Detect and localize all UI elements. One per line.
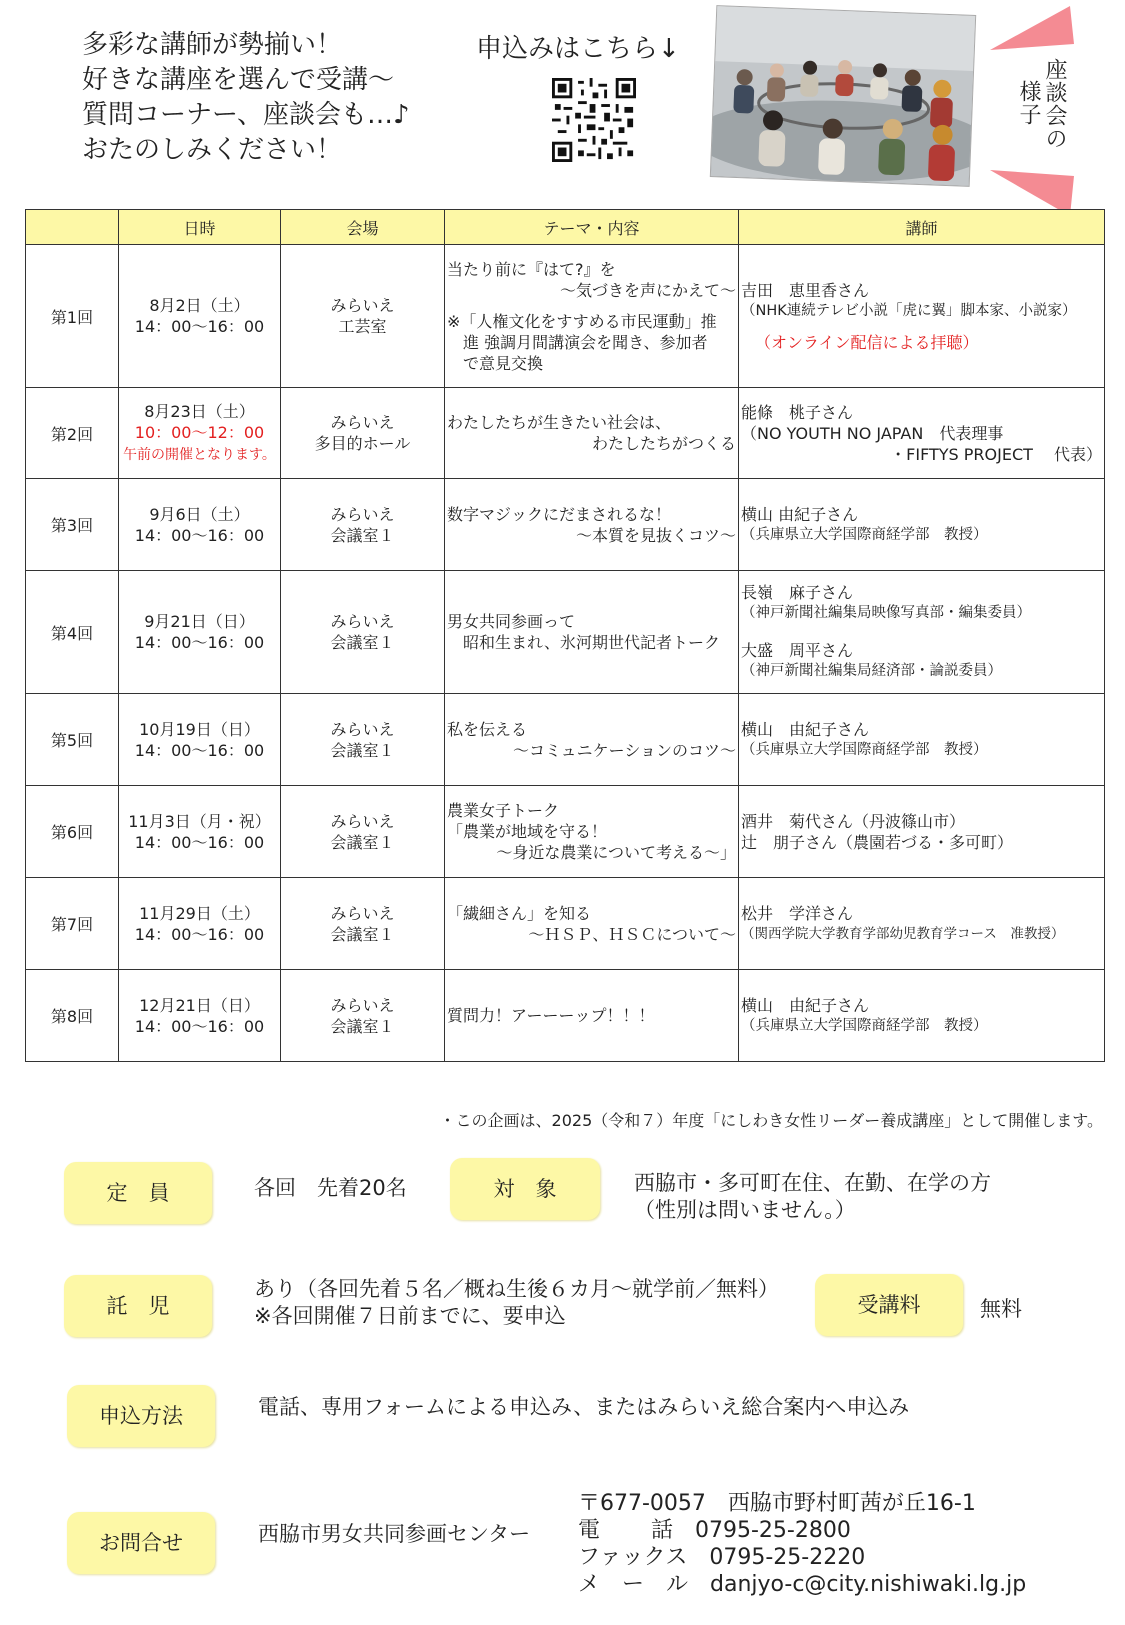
- venue-room: 工芸室: [338, 317, 387, 336]
- session-theme: [445, 786, 739, 878]
- session-theme: [445, 571, 739, 694]
- session-number: 第7回: [26, 878, 119, 970]
- table-row: [26, 970, 1105, 1062]
- contact-phone: 電 話 0795-25-2800: [578, 1518, 851, 1543]
- venue-name: みらいえ: [330, 719, 395, 739]
- theme-line: 男女共同参画って: [447, 612, 576, 631]
- session-theme: [445, 878, 739, 970]
- session-lecturer: [739, 479, 1105, 571]
- intro-line: おたのしみください！: [82, 135, 343, 165]
- lecturer-affiliation: （兵庫県立大学国際商経学部 教授）: [741, 741, 988, 758]
- theme-line: ～身近な農業について考える～」: [496, 843, 736, 862]
- lecturer-affiliation: （関西学院大学教育学部幼児教育学コース 准教授）: [741, 925, 1065, 942]
- photo-caption: [1012, 58, 1072, 168]
- time: 14：00～16：00: [134, 525, 265, 545]
- theme-line: わたしたちがつくる: [591, 434, 736, 453]
- venue-name: みらいえ: [330, 296, 395, 315]
- session-theme: [445, 245, 739, 388]
- time: 14：00～16：00: [134, 832, 265, 852]
- theme-line: 私を伝える: [447, 719, 528, 739]
- venue-room: 会議室１: [330, 1016, 395, 1036]
- lecturer-affiliation: （NHK連続テレビ小説「虎に翼」脚本家、小説家）: [741, 302, 1077, 319]
- lecturer-affiliation: （兵庫県立大学国際商経学部 教授）: [741, 1017, 988, 1034]
- table-row: [26, 694, 1105, 786]
- venue-name: みらいえ: [330, 413, 395, 432]
- session-date: [119, 694, 281, 786]
- lecturer-affiliation: ・FIFTYS PROJECT 代表）: [890, 444, 1102, 464]
- contact-details: [578, 1490, 1026, 1598]
- table-row: [26, 571, 1105, 694]
- lecturer-name: 大盛 周平さん: [741, 641, 854, 660]
- intro-line: 多彩な講師が勢揃い！: [82, 30, 343, 60]
- venue-name: みらいえ: [330, 995, 395, 1015]
- caption-col2: 様子: [1016, 80, 1041, 126]
- header-cell: テーマ・内容: [445, 210, 739, 245]
- header-cell: [26, 210, 119, 245]
- session-lecturer: [739, 786, 1105, 878]
- theme-line: ～本質を見抜くコツ～: [575, 525, 736, 545]
- intro-line: 質問コーナー、座談会も…♪: [82, 100, 410, 130]
- table-row: [26, 479, 1105, 571]
- session-number: 第3回: [26, 479, 119, 571]
- session-venue: [281, 786, 445, 878]
- venue-room: 多目的ホール: [314, 434, 411, 453]
- theme-line: 昭和生まれ、氷河期世代記者トーク: [463, 633, 720, 652]
- session-venue: [281, 694, 445, 786]
- venue-room: 会議室１: [330, 633, 395, 652]
- session-venue: [281, 970, 445, 1062]
- qr-code-icon[interactable]: [552, 78, 636, 162]
- lecturer-name: 松井 学洋さん: [741, 903, 854, 923]
- venue-name: みらいえ: [330, 903, 395, 923]
- caption-col1: 座談会の: [1042, 58, 1067, 150]
- fee-value: 無料: [980, 1297, 1022, 1321]
- session-lecturer: [739, 245, 1105, 388]
- session-theme: [445, 479, 739, 571]
- date: 11月29日（土）: [139, 903, 260, 923]
- session-number: 第6回: [26, 786, 119, 878]
- session-date: [119, 245, 281, 388]
- session-lecturer: [739, 571, 1105, 694]
- date: 8月2日（土）: [149, 296, 250, 315]
- venue-name: みらいえ: [330, 612, 395, 631]
- header-cell: 日時: [119, 210, 281, 245]
- accent-triangle-top: [990, 6, 1080, 54]
- theme-line: 当たり前に『はて?』を: [447, 259, 616, 279]
- intro-line: 好きな講座を選んで受講～: [82, 65, 395, 95]
- capacity-value: 各回 先着20名: [254, 1176, 407, 1200]
- session-venue: [281, 878, 445, 970]
- target-line: （性別は問いません。）: [634, 1198, 856, 1222]
- contact-org: 西脇市男女共同参画センター: [258, 1522, 531, 1546]
- childcare-label: 託 児: [64, 1275, 212, 1337]
- theme-line: 数字マジックにだまされるな！: [447, 504, 672, 524]
- venue-name: みらいえ: [330, 504, 395, 524]
- childcare-line: あり（各回先着５名／概ね生後６カ月～就学前／無料）: [254, 1277, 779, 1301]
- target-line: 西脇市・多可町在住、在勤、在学の方: [634, 1171, 991, 1195]
- time: 14：00～16：00: [134, 633, 265, 652]
- header-cell: 会場: [281, 210, 445, 245]
- contact-label: お問合せ: [67, 1512, 215, 1574]
- session-date: [119, 878, 281, 970]
- schedule-table: [25, 209, 1105, 1062]
- session-venue: [281, 571, 445, 694]
- lecturer-affiliation: （兵庫県立大学国際商経学部 教授）: [741, 526, 988, 543]
- contact-email[interactable]: メ ー ル danjyo-c@city.nishiwaki.lg.jp: [578, 1572, 1027, 1597]
- lecturer-name: 辻 朋子さん（農園若づる・多可町）: [741, 832, 1014, 852]
- time: 14：00～16：00: [134, 317, 265, 336]
- date: 9月21日（日）: [144, 612, 255, 631]
- session-date: [119, 388, 281, 479]
- theme-line: 「農業が地域を守る！: [447, 822, 608, 841]
- session-venue: [281, 479, 445, 571]
- lecturer-name: 吉田 恵里香さん: [741, 280, 870, 300]
- childcare-value: [254, 1276, 779, 1330]
- time: 14：00～16：00: [134, 924, 265, 944]
- theme-line: 質問力！アーーーップ！！！: [447, 1006, 655, 1025]
- theme-line: 農業女子トーク: [447, 801, 560, 820]
- venue-name: みらいえ: [330, 811, 395, 831]
- table-header-row: [26, 210, 1105, 245]
- theme-line: ～ＨＳＰ、ＨＳＣについて～: [528, 924, 736, 944]
- session-date: [119, 970, 281, 1062]
- session-venue: [281, 245, 445, 388]
- session-lecturer: [739, 694, 1105, 786]
- contact-address: 〒677-0057 西脇市野村町茜が丘16-1: [578, 1491, 976, 1516]
- theme-line: ※「人権文化をすすめる市民運動」推: [447, 311, 717, 331]
- fee-label: 受講料: [815, 1274, 963, 1336]
- session-number: 第4回: [26, 571, 119, 694]
- capacity-label: 定 員: [64, 1162, 212, 1224]
- online-note: （オンライン配信による拝聴）: [755, 332, 979, 352]
- header-cell: 講師: [739, 210, 1105, 245]
- session-lecturer: [739, 878, 1105, 970]
- venue-room: 会議室１: [330, 740, 395, 760]
- lecturer-name: 横山 由紀子さん: [741, 504, 859, 524]
- lecturer-affiliation: （神戸新聞社編集局経済部・論説委員）: [741, 663, 1002, 679]
- lecturer-name: 酒井 菊代さん（丹波篠山市）: [741, 811, 966, 831]
- theme-line: わたしたちが生きたい社会は、: [447, 413, 672, 432]
- discussion-photo: [710, 5, 976, 187]
- contact-fax: ファックス 0795-25-2220: [578, 1545, 866, 1570]
- theme-line: ～気づきを声にかえて～: [559, 280, 736, 300]
- lecturer-name: 横山 由紀子さん: [741, 719, 870, 739]
- intro-text: [82, 28, 410, 168]
- date: 8月23日（土）: [144, 401, 255, 421]
- date: 10月19日（日）: [139, 719, 260, 739]
- theme-line: で意見交換: [463, 353, 544, 373]
- venue-room: 会議室１: [330, 525, 395, 545]
- session-number: 第2回: [26, 388, 119, 479]
- apply-method-label: 申込方法: [67, 1385, 215, 1447]
- venue-room: 会議室１: [330, 924, 395, 944]
- lecturer-name: 長嶺 麻子さん: [741, 583, 854, 602]
- table-row: [26, 878, 1105, 970]
- session-theme: [445, 388, 739, 479]
- theme-line: 進 強調月間講演会を聞き、参加者: [463, 332, 708, 352]
- time: 10：00～12：00: [134, 422, 265, 442]
- target-label: 対 象: [450, 1158, 600, 1220]
- morning-note: 午前の開催となります。: [123, 446, 276, 463]
- session-theme: [445, 694, 739, 786]
- venue-room: 会議室１: [330, 832, 395, 852]
- lecturer-affiliation: （NO YOUTH NO JAPAN 代表理事: [741, 423, 1004, 443]
- session-date: [119, 479, 281, 571]
- lecturer-affiliation: （神戸新聞社編集局映像写真部・編集委員）: [741, 605, 1031, 621]
- table-row: [26, 786, 1105, 878]
- lecturer-name: 能條 桃子さん: [741, 402, 854, 422]
- childcare-line: ※各回開催７日前までに、要申込: [254, 1304, 566, 1328]
- date: 9月6日（土）: [149, 504, 250, 524]
- date: 11月3日（月・祝）: [128, 811, 271, 831]
- time: 14：00～16：00: [134, 1016, 265, 1036]
- session-number: 第8回: [26, 970, 119, 1062]
- apply-method-value: 電話、専用フォームによる申込み、またはみらいえ総合案内へ申込み: [258, 1395, 910, 1419]
- apply-here-label: 申込みはこちら↓: [476, 34, 680, 64]
- session-number: 第1回: [26, 245, 119, 388]
- session-lecturer: [739, 388, 1105, 479]
- theme-line: ～コミュニケーションのコツ～: [512, 740, 736, 760]
- session-theme: [445, 970, 739, 1062]
- table-row: [26, 245, 1105, 388]
- program-note: ・この企画は、2025（令和７）年度「にしわき女性リーダー養成講座」として開催します。: [439, 1111, 1103, 1130]
- date: 12月21日（日）: [139, 995, 260, 1015]
- session-venue: [281, 388, 445, 479]
- target-value: [634, 1170, 991, 1224]
- session-number: 第5回: [26, 694, 119, 786]
- session-lecturer: [739, 970, 1105, 1062]
- lecturer-name: 横山 由紀子さん: [741, 995, 870, 1015]
- theme-line: 「繊細さん」を知る: [447, 903, 592, 923]
- time: 14：00～16：00: [134, 740, 265, 760]
- session-date: [119, 786, 281, 878]
- table-row: [26, 388, 1105, 479]
- session-date: [119, 571, 281, 694]
